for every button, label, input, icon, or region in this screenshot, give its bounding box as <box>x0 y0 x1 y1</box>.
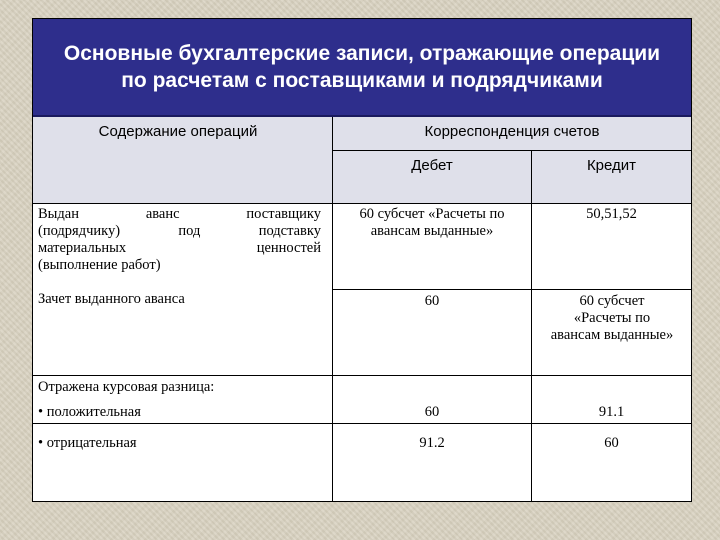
debit-cell: 91.2 <box>419 435 445 451</box>
operation-line: (подрядчику) под подставку <box>38 223 321 239</box>
operation-line: Выдан аванс поставщику <box>38 206 321 222</box>
header-debit: Дебет <box>411 157 453 174</box>
header-credit: Кредит <box>586 157 637 174</box>
debit-cell: 60 <box>424 404 440 420</box>
grid-line <box>333 289 691 290</box>
grid-line <box>332 117 333 501</box>
slide-title: Основные бухгалтерские записи, отражающие операции по расчетам с поставщиками и подрядчиками <box>63 42 661 92</box>
header-correspondence: Корреспонденция счетов <box>424 123 600 140</box>
credit-cell: 91.1 <box>598 404 625 420</box>
header-operations: Содержание операций <box>98 123 258 140</box>
slide <box>32 18 692 502</box>
operation-cell <box>38 206 321 257</box>
operation-line: (выполнение работ) <box>38 257 161 273</box>
grid-line <box>33 203 691 204</box>
debit-cell: 60 субсчет «Расчеты по авансам выданные» <box>359 206 505 239</box>
grid-line <box>33 375 691 376</box>
title-bar <box>33 19 691 117</box>
operation-cell: Отражена курсовая разница: <box>38 379 215 395</box>
operation-line: материальных ценностей <box>38 240 321 256</box>
debit-cell: 60 <box>424 293 440 309</box>
grid-line <box>333 150 691 151</box>
credit-cell: 50,51,52 <box>586 206 637 222</box>
operation-cell: • отрицательная <box>38 435 137 451</box>
grid-line <box>33 423 691 424</box>
grid-line <box>531 150 532 501</box>
credit-cell: 60 <box>604 435 619 451</box>
accounting-table <box>33 117 691 501</box>
operation-cell: Зачет выданного аванса <box>38 291 185 307</box>
credit-cell: 60 субсчет «Расчеты по авансам выданные» <box>550 293 674 343</box>
operation-cell: • положительная <box>38 404 141 420</box>
